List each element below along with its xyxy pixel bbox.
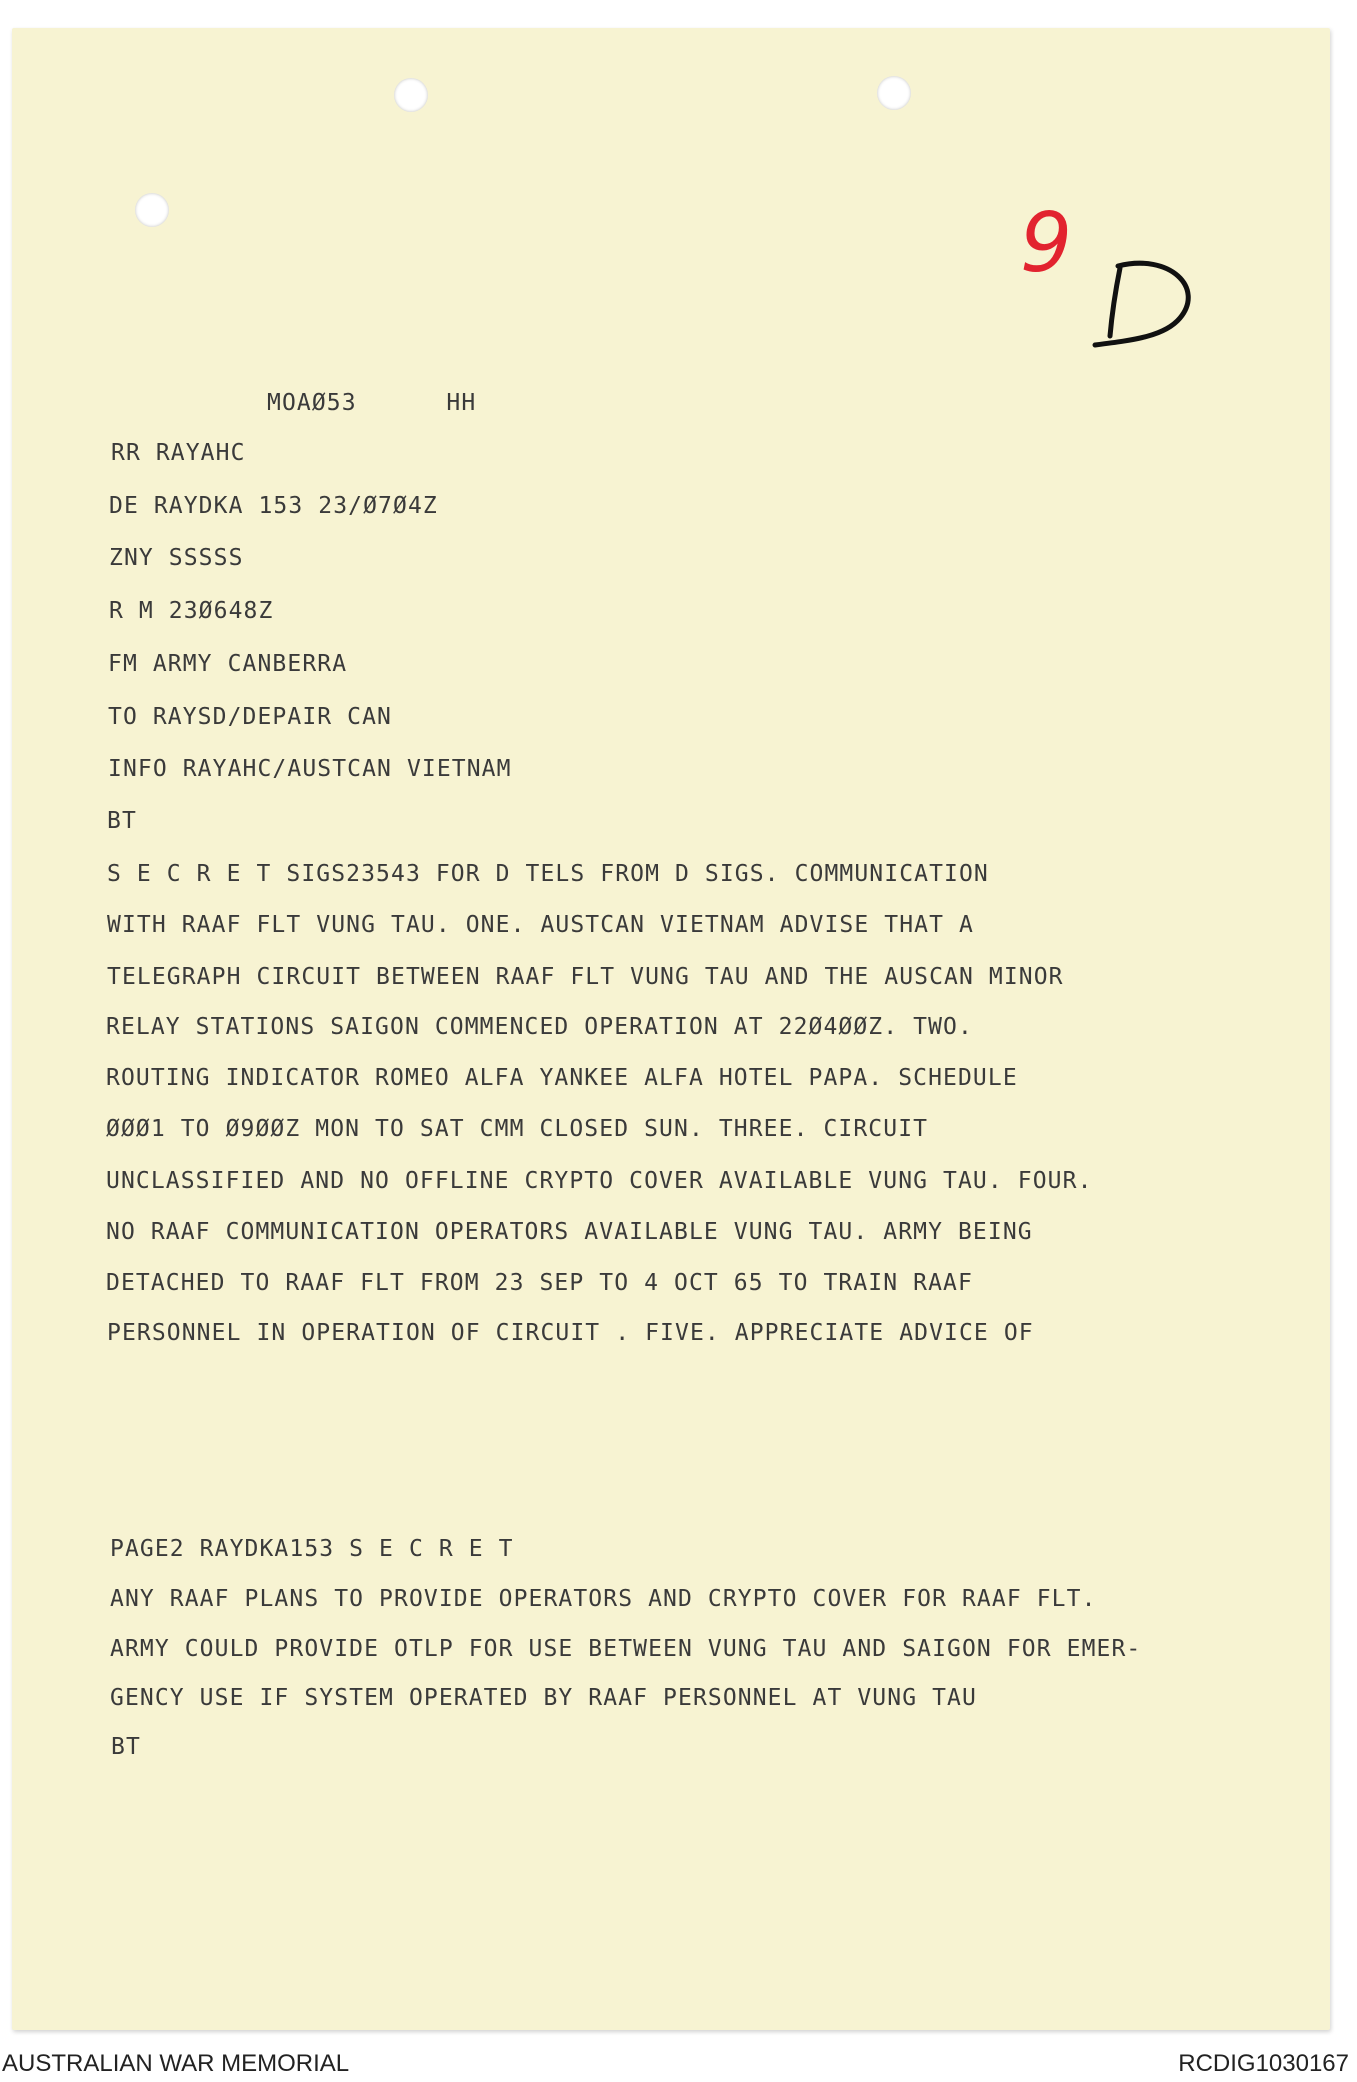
- routing-line: R M 23Ø648Z: [109, 598, 274, 624]
- footer-record-id: RCDIG1030167: [1178, 2050, 1349, 2077]
- routing-line: BT: [107, 808, 137, 834]
- message-header: MOAØ53 HH: [267, 390, 477, 416]
- routing-line: FM ARMY CANBERRA: [108, 651, 348, 677]
- body-line: NO RAAF COMMUNICATION OPERATORS AVAILABLE VUNG TAU. ARMY BEING: [106, 1219, 1033, 1245]
- page2-line: BT: [111, 1734, 141, 1760]
- body-line: TELEGRAPH CIRCUIT BETWEEN RAAF FLT VUNG TAU AND THE AUSCAN MINOR: [107, 964, 1064, 990]
- routing-line: ZNY SSSSS: [109, 545, 244, 571]
- handwritten-d-mark: [1090, 248, 1210, 358]
- punch-hole: [135, 193, 169, 227]
- routing-line: INFO RAYAHC/AUSTCAN VIETNAM: [108, 756, 512, 782]
- punch-hole: [394, 78, 428, 112]
- body-line: S E C R E T SIGS23543 FOR D TELS FROM D SIGS. COMMUNICATION: [107, 861, 989, 887]
- routing-line: RR RAYAHC: [111, 440, 246, 466]
- body-line: PERSONNEL IN OPERATION OF CIRCUIT . FIVE. APPRECIATE ADVICE OF: [107, 1320, 1034, 1346]
- body-line: ROUTING INDICATOR ROMEO ALFA YANKEE ALFA HOTEL PAPA. SCHEDULE: [106, 1065, 1018, 1091]
- body-line: DETACHED TO RAAF FLT FROM 23 SEP TO 4 OCT 65 TO TRAIN RAAF: [106, 1270, 973, 1296]
- page2-line: ARMY COULD PROVIDE OTLP FOR USE BETWEEN VUNG TAU AND SAIGON FOR EMER-: [110, 1636, 1142, 1662]
- body-line: ØØØ1 TO Ø9ØØZ MON TO SAT CMM CLOSED SUN. THREE. CIRCUIT: [106, 1116, 929, 1142]
- body-line: WITH RAAF FLT VUNG TAU. ONE. AUSTCAN VIETNAM ADVISE THAT A: [107, 912, 974, 938]
- red-page-number: 9: [1020, 196, 1073, 291]
- punch-hole: [877, 76, 911, 110]
- body-line: RELAY STATIONS SAIGON COMMENCED OPERATION AT 22Ø4ØØZ. TWO.: [106, 1014, 973, 1040]
- footer-institution: AUSTRALIAN WAR MEMORIAL: [2, 2050, 350, 2077]
- routing-line: TO RAYSD/DEPAIR CAN: [108, 704, 392, 730]
- body-line: UNCLASSIFIED AND NO OFFLINE CRYPTO COVER AVAILABLE VUNG TAU. FOUR.: [106, 1168, 1093, 1194]
- paper-sheet: [12, 28, 1330, 2030]
- routing-line: DE RAYDKA 153 23/Ø7Ø4Z: [109, 493, 438, 519]
- page2-line: ANY RAAF PLANS TO PROVIDE OPERATORS AND CRYPTO COVER FOR RAAF FLT.: [110, 1586, 1097, 1612]
- page2-header: PAGE2 RAYDKA153 S E C R E T: [110, 1536, 514, 1562]
- page2-line: GENCY USE IF SYSTEM OPERATED BY RAAF PERSONNEL AT VUNG TAU: [110, 1685, 977, 1711]
